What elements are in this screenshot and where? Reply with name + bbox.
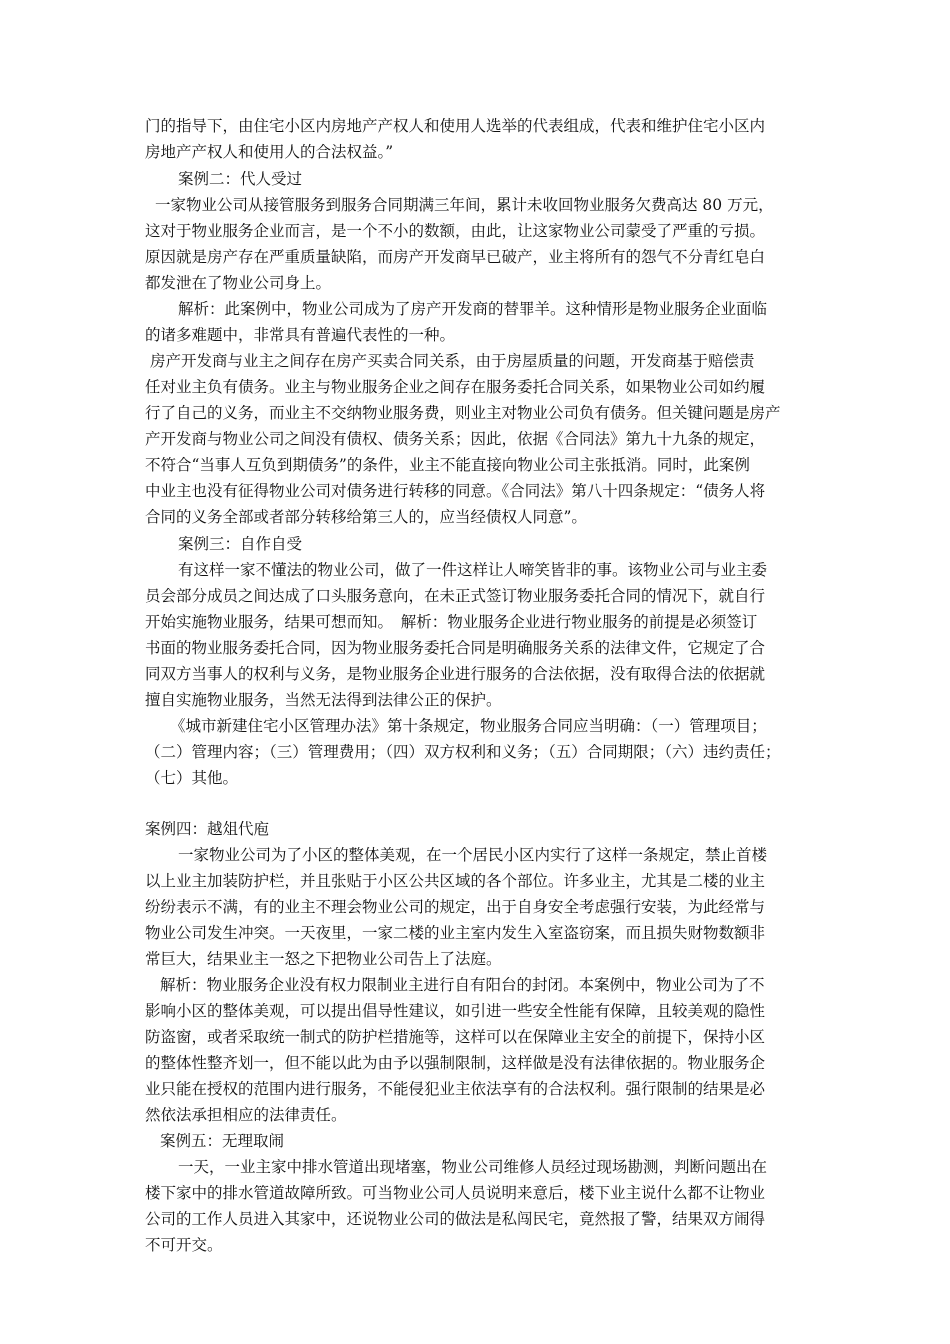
- text-line: 擅自实施物业服务，当然无法得到法律公正的保护。: [145, 691, 502, 709]
- text-line: 不可开交。: [145, 1236, 223, 1254]
- text-line: 都发泄在了物业公司身上。: [145, 274, 332, 292]
- text-line: 《城市新建住宅小区管理办法》第十条规定，物业服务合同应当明确：（一）管理项目；: [170, 717, 767, 735]
- text-line: 常巨大，结果业主一怒之下把物业公司告上了法庭。: [145, 950, 502, 968]
- text-line: 影响小区的整体美观，可以提出倡导性建议，如引进一些安全性能有保障，且较美观的隐性: [145, 1002, 766, 1020]
- text-line: 产开发商与物业公司之间没有债权、债务关系；因此，依据《合同法》第九十九条的规定，: [145, 430, 766, 448]
- text-line: 一家物业公司为了小区的整体美观，在一个居民小区内实行了这样一条规定，禁止首楼: [178, 846, 768, 864]
- text-line: 开始实施物业服务，结果可想而知。 解析：物业服务企业进行物业服务的前提是必须签订: [145, 613, 758, 631]
- section-heading: 案例三：自作自受: [178, 535, 303, 553]
- text-line: 解析：物业服务企业没有权力限制业主进行自有阳台的封闭。本案例中，物业公司为了不: [160, 976, 765, 994]
- section-heading: 案例五：无理取闹: [160, 1132, 285, 1150]
- text-line: 的诸多难题中，非常具有普遍代表性的一种。: [145, 326, 456, 344]
- text-line: 纷纷表示不满，有的业主不理会物业公司的规定，出于自身安全考虑强行安装，为此经常与: [145, 898, 766, 916]
- text-line: 同双方当事人的权利与义务，是物业服务企业进行服务的合法依据，没有取得合法的依据就: [145, 665, 766, 683]
- text-line: 原因就是房产存在严重质量缺陷，而房产开发商早已破产，业主将所有的怨气不分青红皂白: [145, 248, 766, 266]
- text-line: 书面的物业服务委托合同，因为物业服务委托合同是明确服务关系的法律文件，它规定了合: [145, 639, 766, 657]
- text-line: 合同的义务全部或者部分转移给第三人的，应当经债权人同意”。: [145, 508, 587, 526]
- text-line: 业只能在授权的范围内进行服务，不能侵犯业主依法享有的合法权利。强行限制的结果是必: [145, 1080, 766, 1098]
- text-line: 这对于物业服务企业而言，是一个不小的数额，由此，让这家物业公司蒙受了严重的亏损。: [145, 222, 766, 240]
- text-line: 解析：此案例中，物业公司成为了房产开发商的替罪羊。这种情形是物业服务企业面临: [178, 300, 768, 318]
- text-line: 一天，一业主家中排水管道出现堵塞，物业公司维修人员经过现场勘测，判断问题出在: [178, 1158, 768, 1176]
- text-line: 有这样一家不懂法的物业公司，做了一件这样让人啼笑皆非的事。该物业公司与业主委: [178, 561, 768, 579]
- text-line: 一家物业公司从接管服务到服务合同期满三年间，累计未收回物业服务欠费高达 80 万元，: [155, 196, 774, 214]
- text-line: 以上业主加装防护栏，并且张贴于小区公共区域的各个部位。许多业主，尤其是二楼的业主: [145, 872, 766, 890]
- text-line: 然依法承担相应的法律责任。: [145, 1106, 347, 1124]
- text-line: 防盗窗，或者采取统一制式的防护栏措施等，这样可以在保障业主安全的前提下，保持小区: [145, 1028, 766, 1046]
- text-line: 任对业主负有债务。业主与物业服务企业之间存在服务委托合同关系，如果物业公司如约履: [145, 378, 766, 396]
- text-line: 中业主也没有征得物业公司对债务进行转移的同意。《合同法》第八十四条规定：“债务人将: [145, 482, 766, 500]
- text-line: 房产开发商与业主之间存在房产买卖合同关系，由于房屋质量的问题，开发商基于赔偿责: [150, 352, 755, 370]
- text-line: 门的指导下，由住宅小区内房地产产权人和使用人选举的代表组成，代表和维护住宅小区内: [145, 117, 766, 135]
- text-line: （七）其他。: [145, 769, 239, 787]
- section-heading: 案例二：代人受过: [178, 170, 303, 188]
- text-line: 员会部分成员之间达成了口头服务意向，在未正式签订物业服务委托合同的情况下，就自行: [145, 587, 766, 605]
- text-line: 行了自己的义务，而业主不交纳物业服务费，则业主对物业公司负有债务。但关键问题是房产: [145, 404, 781, 422]
- text-line: 的整体性整齐划一，但不能以此为由予以强制限制，这样做是没有法律依据的。物业服务企: [145, 1054, 766, 1072]
- text-line: 房地产产权人和使用人的合法权益。”: [145, 143, 394, 161]
- section-heading: 案例四：越俎代庖: [145, 820, 270, 838]
- text-line: 不符合“当事人互负到期债务”的条件，业主不能直接向物业公司主张抵消。同时，此案例: [145, 456, 750, 474]
- text-line: 物业公司发生冲突。一天夜里，一家二楼的业主室内发生入室盗窃案，而且损失财物数额非: [145, 924, 766, 942]
- text-line: 公司的工作人员进入其家中，还说物业公司的做法是私闯民宅，竟然报了警，结果双方闹得: [145, 1210, 766, 1228]
- text-line: （二）管理内容；（三）管理费用；（四）双方权利和义务；（五）合同期限；（六）违约责任；: [145, 743, 781, 761]
- text-line: 楼下家中的排水管道故障所致。可当物业公司人员说明来意后，楼下业主说什么都不让物业: [145, 1184, 766, 1202]
